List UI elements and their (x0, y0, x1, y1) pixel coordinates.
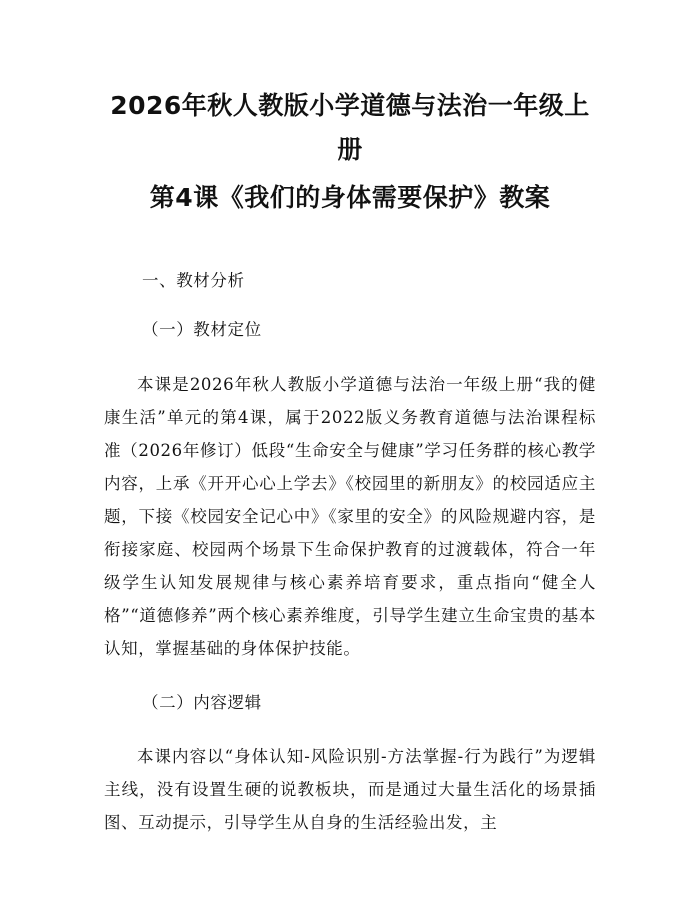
paragraph-content-logic: 本课内容以“身体认知-风险识别-方法掌握-行为践行”为逻辑主线，没有设置生硬的说教板块，而是通过大量生活化的场景插图、互动提示，引导学生从自身的生活经验出发，主 (104, 747, 596, 832)
document-title-line-1: 2026年秋人教版小学道德与法治一年级上册 (110, 91, 590, 164)
section-heading-textbook-analysis: 一、教材分析 (142, 271, 245, 290)
subsection-heading-content-logic: （二）内容逻辑 (142, 693, 262, 712)
paragraph-positioning: 本课是2026年秋人教版小学道德与法治一年级上册“我的健康生活”单元的第4课，属于2022版义务教育道德与法治课程标准（2026年修订）低段“生命安全与健康”学习任务群的核心教学内容，上承《开开心心上学去》《校园里的新朋友》的校园适应主题，下接《校园安全记心中》《家里的安全》的风险规避内容，是衔接家庭、校园两个场景下生命保护教育的过渡载体，符合一年级学生认知发展规律与核心素养培育要求，重点指向“健全人格”“道德修养”两个核心素养维度，引导学生建立生命宝贵的基本认知，掌握基础的身体保护技能。 (104, 375, 596, 658)
document-title-line-2: 第4课《我们的身体需要保护》教案 (149, 183, 551, 212)
subsection-heading-positioning: （一）教材定位 (142, 320, 262, 339)
